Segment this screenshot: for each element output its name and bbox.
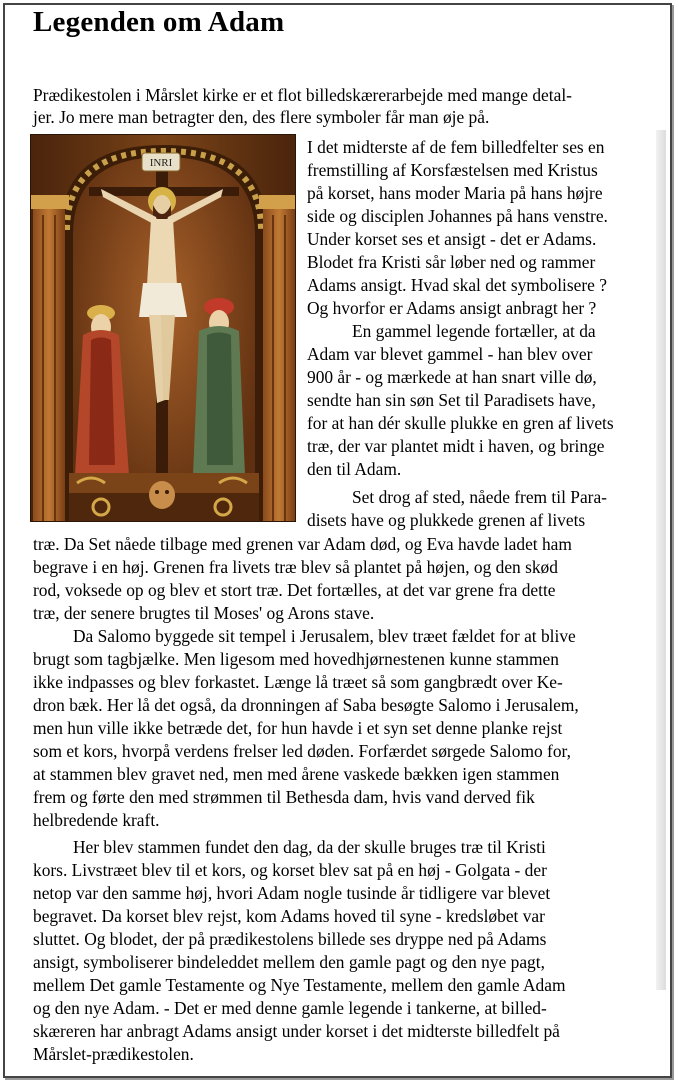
right-line-2: fremstilling af Korsfæstelsen med Kristus: [307, 160, 598, 180]
body-line-8: dron bæk. Her lå det også, da dronningen af Saba besøgte Salomo i Jerusalem,: [33, 695, 579, 715]
body-line-19: ansigt, symboliserer bindeleddet mellem den gamle pagt og den nye pagt,: [33, 952, 545, 972]
body-line-15: kors. Livstræet blev til et kors, og korset blev sat på en høj - Golgata - der: [33, 860, 547, 880]
right-line-10: Adam var blevet gammel - han blev over: [307, 344, 593, 364]
right-line-5: Under korset ses et ansigt - det er Adams.: [307, 229, 597, 249]
intro-line-2: jer. Jo mere man betragter den, des flere symboler får man øje på.: [33, 107, 490, 127]
body-line-14: Her blev stammen fundet den dag, da der skulle bruges træ til Kristi: [73, 837, 546, 857]
right-line-9: En gammel legende fortæller, at da: [352, 321, 596, 341]
body-line-2: begrave i en høj. Grenen fra livets træ blev så plantet på højen, og den skød: [33, 557, 558, 577]
body-line-1: træ. Da Set nåede tilbage med grenen var Adam død, og Eva havde ladet ham: [33, 534, 572, 554]
body-line-21: og den nye Adam. - Det er med denne gamle legende i tankerne, at billed-: [33, 998, 547, 1018]
right-line-16: Set drog af sted, nåede frem til Para-: [352, 487, 607, 507]
right-line-11: 900 år - og mærkede at han snart ville dø,: [307, 367, 597, 387]
body-line-13: helbredende kraft.: [33, 810, 160, 830]
crucifixion-carving-image: [30, 134, 296, 522]
body-line-9: men hun ville ikke betræde det, for hun havde i et syn set denne planke rejst: [33, 718, 563, 738]
inri-plaque: INRI: [149, 157, 173, 169]
right-line-12: sendte han sin søn Set til Paradisets have,: [307, 390, 596, 410]
body-line-23: Mårslet-prædikestolen.: [33, 1044, 194, 1064]
right-line-17: disets have og plukkede grenen af livets: [307, 510, 586, 530]
body-line-7: ikke indpasses og blev forkastet. Længe lå træet så som gangbrædt over Ke-: [33, 672, 563, 692]
body-line-4: træ, der senere brugtes til Moses' og Arons stave.: [33, 603, 375, 623]
body-line-18: sluttet. Og blodet, der på prædikestolens billede ses dryppe ned på Adams: [33, 929, 547, 949]
body-line-17: begravet. Da korset blev rejst, kom Adams hoved til syne - kredsløbet var: [33, 906, 545, 926]
body-line-3: rod, voksede op og blev et stort træ. Det fortælles, at det var grene fra dette: [33, 580, 556, 600]
right-line-3: på korset, hans moder Maria på hans højre: [307, 183, 603, 203]
body-line-10: som et kors, hvorpå verdens frelser led døden. Forfærdet sørgede Salomo for,: [33, 741, 571, 761]
body-line-11: at stammen blev gravet ned, men med årene vaskede bækken igen stammen: [33, 764, 560, 784]
body-line-12: frem og førte den med strømmen til Bethesda dam, hvis vand derved fik: [33, 787, 535, 807]
right-line-6: Blodet fra Kristi sår løber ned og rammer: [307, 252, 596, 272]
body-line-22: skæreren har anbragt Adams ansigt under korset i det midterste billedfelt på: [33, 1021, 560, 1041]
right-line-4: side og disciplen Johannes på hans venstre.: [307, 206, 608, 226]
right-line-15: den til Adam.: [307, 459, 402, 479]
right-line-7: Adams ansigt. Hvad skal det symbolisere ?: [307, 275, 607, 295]
article-title: Legenden om Adam: [33, 6, 285, 38]
right-line-1: I det midterste af de fem billedfelter ses en: [307, 137, 605, 157]
body-line-5: Da Salomo byggede sit tempel i Jerusalem, blev træet fældet for at blive: [73, 626, 576, 646]
right-line-8: Og hvorfor er Adams ansigt anbragt her ?: [307, 298, 597, 318]
body-line-20: mellem Det gamle Testamente og Nye Testamente, mellem den gamle Adam: [33, 975, 566, 995]
body-line-6: brugt som tagbjælke. Men ligesom med hovedhjørnestenen kunne stammen: [33, 649, 559, 669]
right-line-13: for at han dér skulle plukke en gren af livets: [307, 413, 614, 433]
intro-line-1: Prædikestolen i Mårslet kirke er et flot billedskærerarbejde med mange detal-: [33, 85, 572, 105]
right-line-14: træ, der var plantet midt i haven, og bringe: [307, 436, 605, 456]
page-edge-shadow: [656, 130, 666, 990]
body-line-16: netop var den samme høj, hvori Adam nogle tusinde år tidligere var blevet: [33, 883, 551, 903]
